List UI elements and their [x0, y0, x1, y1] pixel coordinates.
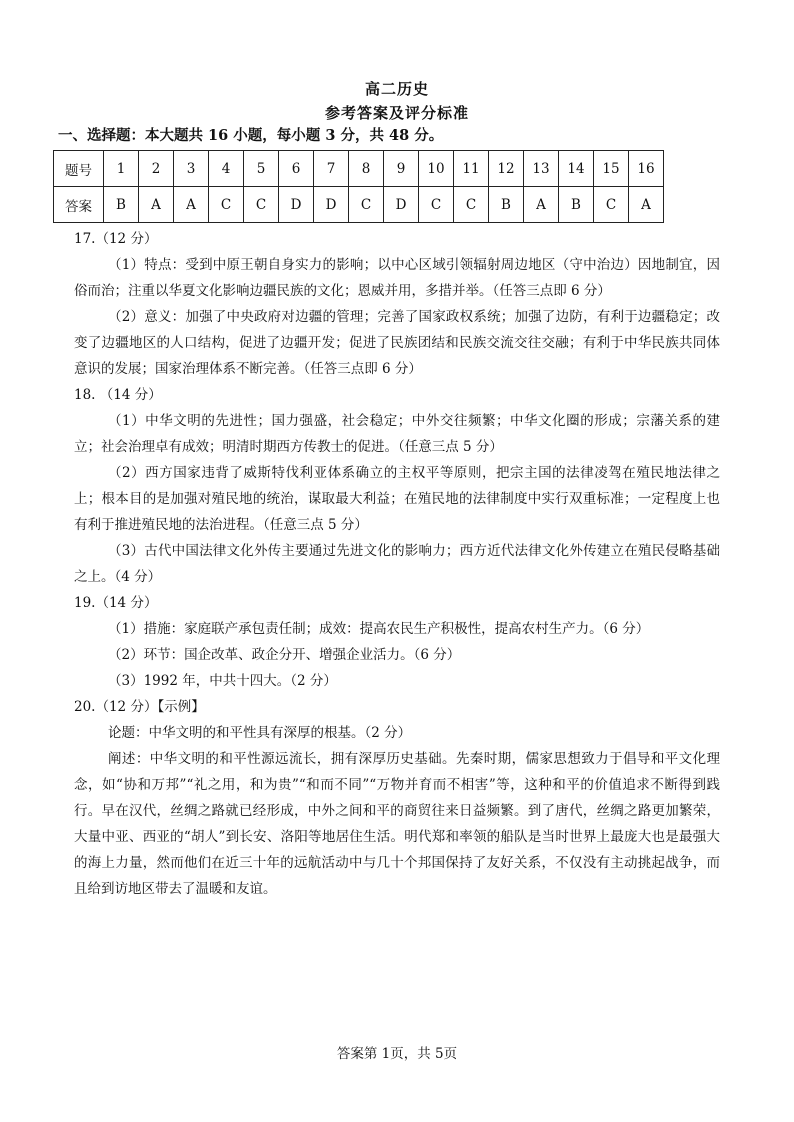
question-number-cell: 3: [174, 151, 209, 187]
question-18-part-1: （1）中华文明的先进性；国力强盛，社会稳定；中外交往频繁；中华文化圈的形成；宗藩关系的建立；社会治理卓有成效；明清时期西方传教士的促进。（任意三点 5 分）: [74, 413, 720, 455]
answer-cell: A: [524, 187, 559, 223]
page-title: 高二历史: [364, 80, 429, 98]
answer-cell: C: [244, 187, 279, 223]
page-footer: 答案第 1页，共 5页: [336, 1046, 458, 1062]
question-19-part-2: （2）环节：国企改革、政企分开、增强企业活力。（6 分）: [108, 647, 461, 663]
question-number-cell: 14: [559, 151, 594, 187]
question-number-cell: 9: [384, 151, 419, 187]
question-17-part-2: （2）意义：加强了中央政府对边疆的管理；完善了国家政权系统；加强了边防，有利于边疆稳定；改变了边疆地区的人口结构，促进了边疆开发；促进了民族团结和民族交流交往交融；有利于中华民族共同体意识的发展；国家治理体系不断完善。（任答三点即 6 分）: [74, 309, 720, 377]
question-number-cell: 7: [314, 151, 349, 187]
question-number-cell: 16: [629, 151, 664, 187]
row-label-numbers: 题号: [54, 151, 104, 187]
answer-key-table: [53, 150, 664, 223]
answer-row: [54, 187, 664, 223]
answer-cell: B: [104, 187, 139, 223]
question-20-thesis: 论题：中华文明的和平性具有深厚的根基。（2 分）: [108, 725, 412, 741]
question-17-part-1: （1）特点：受到中原王朝自身实力的影响；以中心区域引领辐射周边地区（守中治边）因地制宜，因俗而治；注重以华夏文化影响边疆民族的文化；恩威并用，多措并举。（任答三点即 6 分）: [74, 257, 720, 299]
section-heading-multiple-choice: 一、选择题：本大题共 16 小题，每小题 3 分，共 48 分。: [58, 127, 444, 144]
answer-content: [74, 226, 720, 902]
question-19-heading: 19.（14 分）: [74, 595, 158, 611]
row-label-answers: 答案: [54, 187, 104, 223]
question-number-cell: 15: [594, 151, 629, 187]
question-number-cell: 5: [244, 151, 279, 187]
answer-cell: C: [594, 187, 629, 223]
question-number-cell: 1: [104, 151, 139, 187]
question-19-part-3: （3）1992 年，中共十四大。（2 分）: [108, 673, 337, 689]
question-20-elaboration: 阐述：中华文明的和平性源远流长，拥有深厚历史基础。先秦时期，儒家思想致力于倡导和平文化理念，如“协和万邦”“礼之用，和为贵”“和而不同”“万物并育而不相害”等，这种和平的价值追求不断得到践行。早在汉代，丝绸之路就已经形成，中外之间和平的商贸往来日益频繁。到了唐代，丝绸之路更加繁荣，大量中亚、西亚的“胡人”到长安、洛阳等地居住生活。明代郑和率领的船队是当时世界上最庞大也是最强大的海上力量，然而他们在近三十年的远航活动中与几十个邦国保持了友好关系，不仅没有主动挑起战争，而且给到访地区带去了温暖和友谊。: [74, 751, 720, 897]
question-number-cell: 10: [419, 151, 454, 187]
question-20-heading: 20.（12 分）【示例】: [74, 699, 205, 715]
question-number-cell: 6: [279, 151, 314, 187]
question-18-heading: 18. （14 分）: [74, 387, 162, 403]
question-number-cell: 12: [489, 151, 524, 187]
answer-cell: D: [279, 187, 314, 223]
question-17-heading: 17.（12 分）: [74, 231, 158, 247]
answer-cell: B: [489, 187, 524, 223]
answer-cell: A: [139, 187, 174, 223]
answer-cell: C: [419, 187, 454, 223]
question-number-cell: 8: [349, 151, 384, 187]
question-number-cell: 11: [454, 151, 489, 187]
question-number-cell: 2: [139, 151, 174, 187]
question-number-cell: 4: [209, 151, 244, 187]
answer-cell: D: [384, 187, 419, 223]
answer-cell: B: [559, 187, 594, 223]
answer-cell: C: [454, 187, 489, 223]
answer-cell: C: [349, 187, 384, 223]
question-number-cell: 13: [524, 151, 559, 187]
page-subtitle: 参考答案及评分标准: [324, 104, 469, 122]
question-18-part-3: （3）古代中国法律文化外传主要通过先进文化的影响力；西方近代法律文化外传建立在殖民侵略基础之上。（4 分）: [74, 543, 720, 585]
answer-cell: A: [174, 187, 209, 223]
question-19-part-1: （1）措施：家庭联产承包责任制；成效：提高农民生产积极性，提高农村生产力。（6 分）: [108, 621, 650, 637]
question-18-part-2: （2）西方国家违背了威斯特伐利亚体系确立的主权平等原则，把宗主国的法律凌驾在殖民地法律之上；根本目的是加强对殖民地的统治，谋取最大利益；在殖民地的法律制度中实行双重标准；一定程度上也有利于推进殖民地的法治进程。（任意三点 5 分）: [74, 465, 720, 533]
answer-cell: D: [314, 187, 349, 223]
answer-cell: C: [209, 187, 244, 223]
question-number-row: [54, 151, 664, 187]
answer-cell: A: [629, 187, 664, 223]
